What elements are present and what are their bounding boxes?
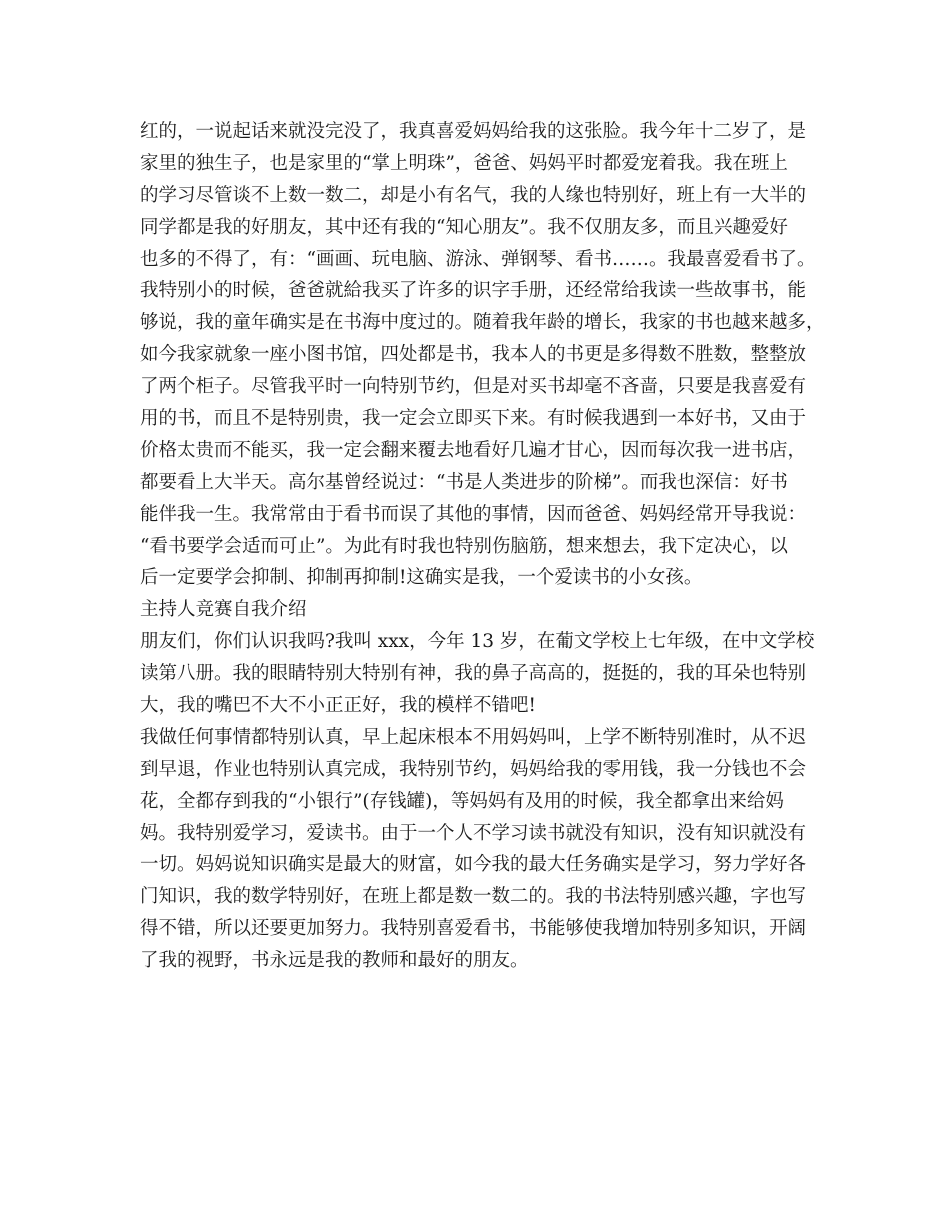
text-line: 红的，一说起话来就没完没了，我真喜爱妈妈给我的这张脸。我今年十二岁了，是 [140,121,807,142]
text-line: 家里的独生子，也是家里的“掌上明珠”，爸爸、妈妈平时都爱宠着我。我在班上 [140,152,788,174]
text-line: 价格太贵而不能买，我一定会翻来覆去地看好几遍才甘心，因而每次我一进书店， [140,439,807,461]
text-line: 到早退，作业也特别认真完成，我特别节约，妈妈给我的零用钱，我一分钱也不会 [140,758,807,780]
text-line: 我做任何事情都特别认真，早上起床根本不用妈妈叫，上学不断特别准时，从不迟 [140,726,807,748]
text-line: 门知识，我的数学特别好，在班上都是数一数二的。我的书法特别感兴趣，字也写 [140,886,807,908]
text-line: 能伴我一生。我常常由于看书而误了其他的事情，因而爸爸、妈妈经常开导我说： [140,503,807,525]
section-heading: 主持人竞赛自我介绍 [140,599,307,621]
document-body [140,116,825,977]
text-line: 用的书，而且不是特别贵，我一定会立即买下来。有时候我遇到一本好书，又由于 [140,408,807,430]
text-line: 同学都是我的好朋友，其中还有我的“知心朋友”。我不仅朋友多，而且兴趣爱好 [140,216,788,238]
text-line: 够说，我的童年确实是在书海中度过的。随着我年龄的增长，我家的书也越来越多， [140,312,825,334]
text-line: 花，全都存到我的“小银行”(存钱罐)，等妈妈有及用的时候，我全都拿出来给妈 [140,790,784,812]
text-line: 一切。妈妈说知识确实是最大的财富，如今我的最大任务确实是学习，努力学好各 [140,854,807,876]
text-line: “看书要学会适而可止”。为此有时我也特别伤脑筋，想来想去，我下定决心，以 [140,535,788,557]
paragraph-self-intro [140,626,820,722]
paragraph-habits [140,722,820,977]
text-line: 后一定要学会抑制、抑制再抑制!这确实是我，一个爱读书的小女孩。 [140,567,703,589]
text-line: 妈。我特别爱学习，爱读书。由于一个人不学习读书就没有知识，没有知识就没有 [140,822,807,844]
text-line: 我特别小的时候，爸爸就給我买了许多的识字手册，还经常给我读一些故事书，能 [140,280,807,302]
text-line: 得不错，所以还要更加努力。我特别喜爱看书，书能够使我增加特别多知识，开阔 [140,918,807,940]
text-line: 都要看上大半天。高尔基曾经说过：“书是人类进步的阶梯”。而我也深信：好书 [140,471,788,493]
text-line: 也多的不得了，有：“画画、玩电脑、游泳、弹钢琴、看书……。我最喜爱看书了。 [140,248,816,270]
text-line: 了我的视野，书永远是我的教师和最好的朋友。 [140,950,529,972]
text-line: 大，我的嘴巴不大不小正正好，我的模样不错吧! [140,695,536,717]
text-line: 了两个柜子。尽管我平时一向特别节约，但是对买书却毫不吝啬，只要是我喜爱有 [140,376,807,398]
text-line: 的学习尽管谈不上数一数二，却是小有名气，我的人缘也特别好，班上有一大半的 [140,184,807,206]
text-line: 朋友们，你们认识我吗?我叫 xxx，今年 13 岁，在葡文学校上七年级，在中文学校 [140,631,815,653]
text-line: 如今我家就象一座小图书馆，四处都是书，我本人的书更是多得数不胜数，整整放 [140,344,807,366]
text-line: 读第八册。我的眼睛特别大特别有神，我的鼻子高高的，挺挺的，我的耳朵也特别 [140,663,807,685]
paragraph-reading-hobby [140,116,825,594]
